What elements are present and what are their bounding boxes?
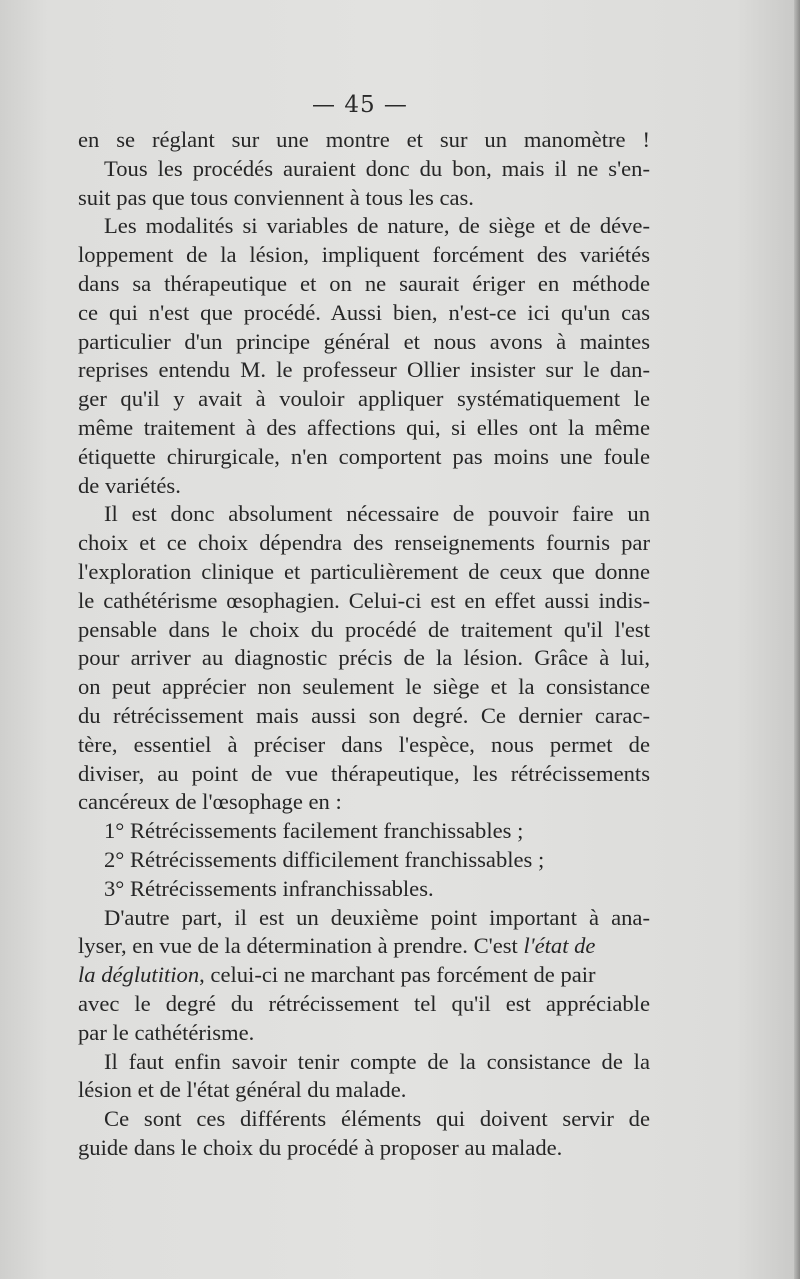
text-line (78, 932, 650, 961)
text-line: ger qu'il y avait à vouloir appliquer systématiquement le (78, 386, 650, 412)
page-edge (794, 0, 800, 1279)
text-line: suit pas que tous conviennent à tous les cas. (78, 184, 474, 210)
list-item: 3° Rétrécissements infranchissables. (104, 875, 434, 901)
body-text (78, 126, 650, 1163)
text-line: ce qui n'est que procédé. Aussi bien, n'est-ce ici qu'un cas (78, 299, 650, 325)
text-line: loppement de la lésion, impliquent forcément des variétés (78, 242, 650, 268)
text-line: Les modalités si variables de nature, de siège et de déve- (104, 213, 650, 239)
text-line: cancéreux de l'œsophage en : (78, 789, 342, 815)
text-line: en se réglant sur une montre et sur un manomètre ! (78, 127, 650, 152)
text-line: de variétés. (78, 472, 181, 498)
text-line: particulier d'un principe général et nous avons à maintes (78, 328, 650, 354)
italic-text: la déglutition (78, 962, 200, 988)
text-line: Tous les procédés auraient donc du bon, mais il ne s'en- (104, 155, 650, 181)
text-line: l'exploration clinique et particulièrement de ceux que donne (78, 558, 650, 584)
text-line (78, 961, 650, 990)
page-number: — 45 — (312, 92, 408, 118)
text-line: choix et ce choix dépendra des renseignements fournis par (78, 530, 650, 556)
text-line: D'autre part, il est un deuxième point important à ana- (104, 904, 650, 930)
text-line: diviser, au point de vue thérapeutique, les rétrécissements (78, 760, 650, 786)
text-line: pensable dans le choix du procédé de traitement qu'il l'est (78, 616, 650, 642)
text-line: pour arriver au diagnostic précis de la lésion. Grâce à lui, (78, 645, 650, 671)
list-item: 2° Rétrécissements difficilement franchissables ; (104, 846, 545, 872)
text-line: Il faut enfin savoir tenir compte de la consistance de la (104, 1048, 650, 1074)
text-line: étiquette chirurgicale, n'en comportent pas moins une foule (78, 443, 650, 469)
text-line: avec le degré du rétrécissement tel qu'il est appréciable (78, 990, 650, 1016)
text-line: on peut apprécier non seulement le siège et la consistance (78, 674, 650, 700)
text-segment: , celui-ci ne marchant pas forcément de pair (199, 962, 596, 988)
text-line: tère, essentiel à préciser dans l'espèce, nous permet de (78, 731, 650, 757)
text-line: lésion et de l'état général du malade. (78, 1077, 407, 1103)
text-line: guide dans le choix du procédé à proposer au malade. (78, 1134, 563, 1160)
text-line: Il est donc absolument nécessaire de pouvoir faire un (104, 501, 650, 527)
text-line: reprises entendu M. le professeur Ollier insister sur le dan- (78, 357, 650, 383)
italic-text: l'état de (523, 933, 596, 959)
text-line: Ce sont ces différents éléments qui doivent servir de (104, 1106, 650, 1132)
text-line: du rétrécissement mais aussi son degré. Ce dernier carac- (78, 702, 650, 728)
text-line: même traitement à des affections qui, si elles ont la même (78, 414, 650, 440)
text-line: dans sa thérapeutique et on ne saurait ériger en méthode (78, 270, 650, 296)
text-line: par le cathétérisme. (78, 1019, 255, 1045)
text-line: le cathétérisme œsophagien. Celui-ci est en effet aussi indis- (78, 587, 650, 613)
text-segment: lyser, en vue de la détermination à prendre. C'est (78, 933, 518, 959)
list-item: 1° Rétrécissements facilement franchissables ; (104, 818, 524, 844)
